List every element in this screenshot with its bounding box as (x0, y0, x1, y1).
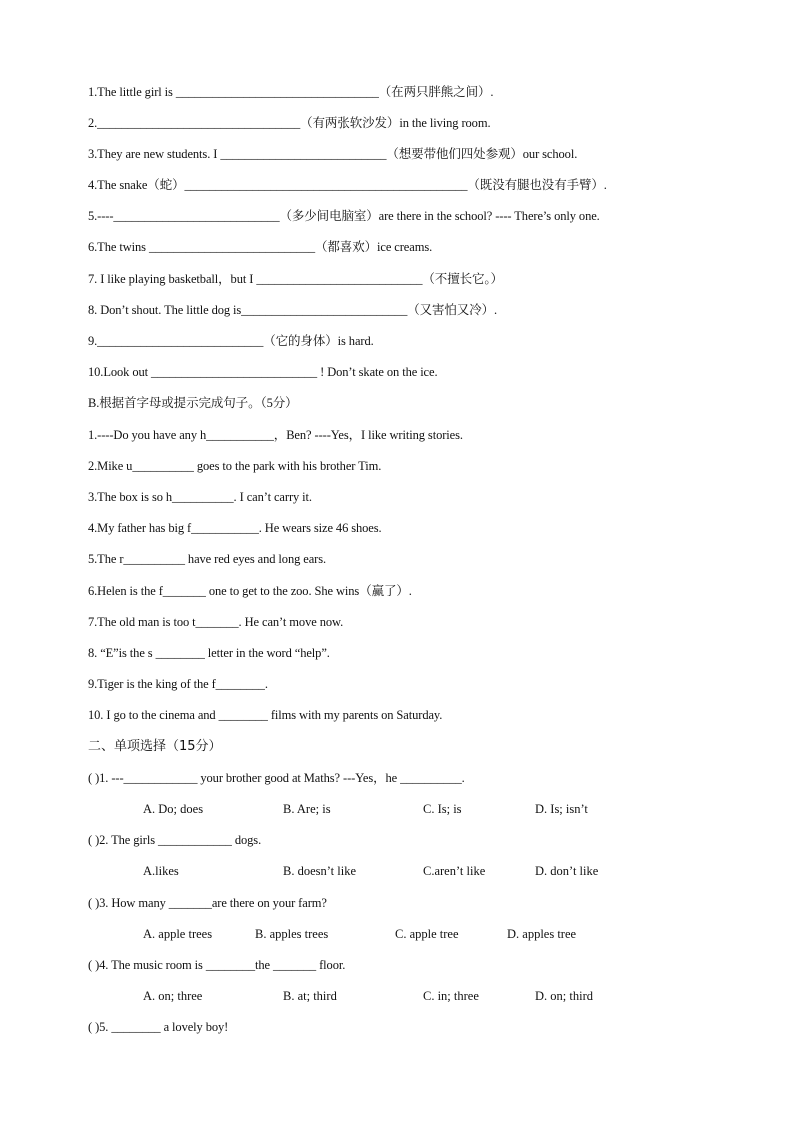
question-b10: 10. I go to the cinema and ________ films with my parents on Saturday. (88, 708, 443, 722)
section-2-title: 二、单项选择（15分） (88, 739, 222, 754)
mc2-option-c: C.aren’t like (423, 864, 486, 878)
mc-question-1: ( )1. ---____________ your brother good at Maths? ---Yes，he __________. (88, 771, 465, 785)
mc3-option-d: D. apples tree (507, 927, 577, 941)
question-a10: 10.Look out ___________________________ ! Don’t skate on the ice. (88, 365, 438, 379)
mc2-option-b: B. doesn’t like (283, 864, 357, 878)
mc-question-4: ( )4. The music room is ________the _______ floor. (88, 958, 346, 972)
question-a1: 1.The little girl is _________________________________（在两只胖熊之间）. (88, 85, 494, 99)
question-b1: 1.----Do you have any h___________，Ben? ----Yes，I like writing stories. (88, 428, 463, 442)
mc4-option-b: B. at; third (283, 989, 337, 1003)
mc1-option-c: C. Is; is (423, 802, 462, 816)
question-b9: 9.Tiger is the king of the f________. (88, 677, 268, 691)
mc-question-2: ( )2. The girls ____________ dogs. (88, 833, 262, 847)
question-a4: 4.The snake（蛇）______________________________________________（既没有腿也没有手臂）. (88, 178, 607, 192)
mc3-option-a: A. apple trees (143, 927, 213, 941)
section-b-title: B.根据首字母或提示完成句子。（5分） (88, 396, 298, 410)
question-b8: 8. “E”is the s ________ letter in the word “help”. (88, 646, 330, 660)
mc4-option-a: A. on; three (143, 989, 203, 1003)
mc4-option-d: D. on; third (535, 989, 593, 1003)
mc-question-3: ( )3. How many _______are there on your farm? (88, 896, 327, 910)
question-a3: 3.They are new students. I ___________________________（想要带他们四处参观）our school. (88, 147, 578, 161)
question-b3: 3.The box is so h__________. I can’t carry it. (88, 490, 312, 504)
question-b4: 4.My father has big f___________. He wears size 46 shoes. (88, 521, 382, 535)
mc3-option-c: C. apple tree (395, 927, 459, 941)
mc-question-5: ( )5. ________ a lovely boy! (88, 1020, 229, 1034)
mc3-option-b: B. apples trees (255, 927, 329, 941)
mc1-option-a: A. Do; does (143, 802, 204, 816)
question-a6: 6.The twins ___________________________（都喜欢）ice creams. (88, 240, 433, 254)
question-a8: 8. Don’t shout. The little dog is___________________________（又害怕又冷）. (88, 303, 498, 317)
question-b5: 5.The r__________ have red eyes and long ears. (88, 552, 327, 566)
mc2-option-d: D. don’t like (535, 864, 599, 878)
question-b7: 7.The old man is too t_______. He can’t move now. (88, 615, 344, 629)
mc1-option-d: D. Is; isn’t (535, 802, 588, 816)
question-b6: 6.Helen is the f_______ one to get to the zoo. She wins（赢了）. (88, 584, 412, 598)
mc2-option-a: A.likes (143, 864, 179, 878)
question-a2: 2._________________________________（有两张软沙发）in the living room. (88, 116, 491, 130)
question-a9: 9.___________________________（它的身体）is hard. (88, 334, 374, 348)
mc1-option-b: B. Are; is (283, 802, 331, 816)
question-a5: 5.----___________________________（多少间电脑室）are there in the school? ---- There’s only one. (88, 209, 600, 223)
question-b2: 2.Mike u__________ goes to the park with his brother Tim. (88, 459, 382, 473)
mc4-option-c: C. in; three (423, 989, 479, 1003)
question-a7: 7. I like playing basketball，but I ___________________________（不擅长它。） (88, 272, 503, 286)
